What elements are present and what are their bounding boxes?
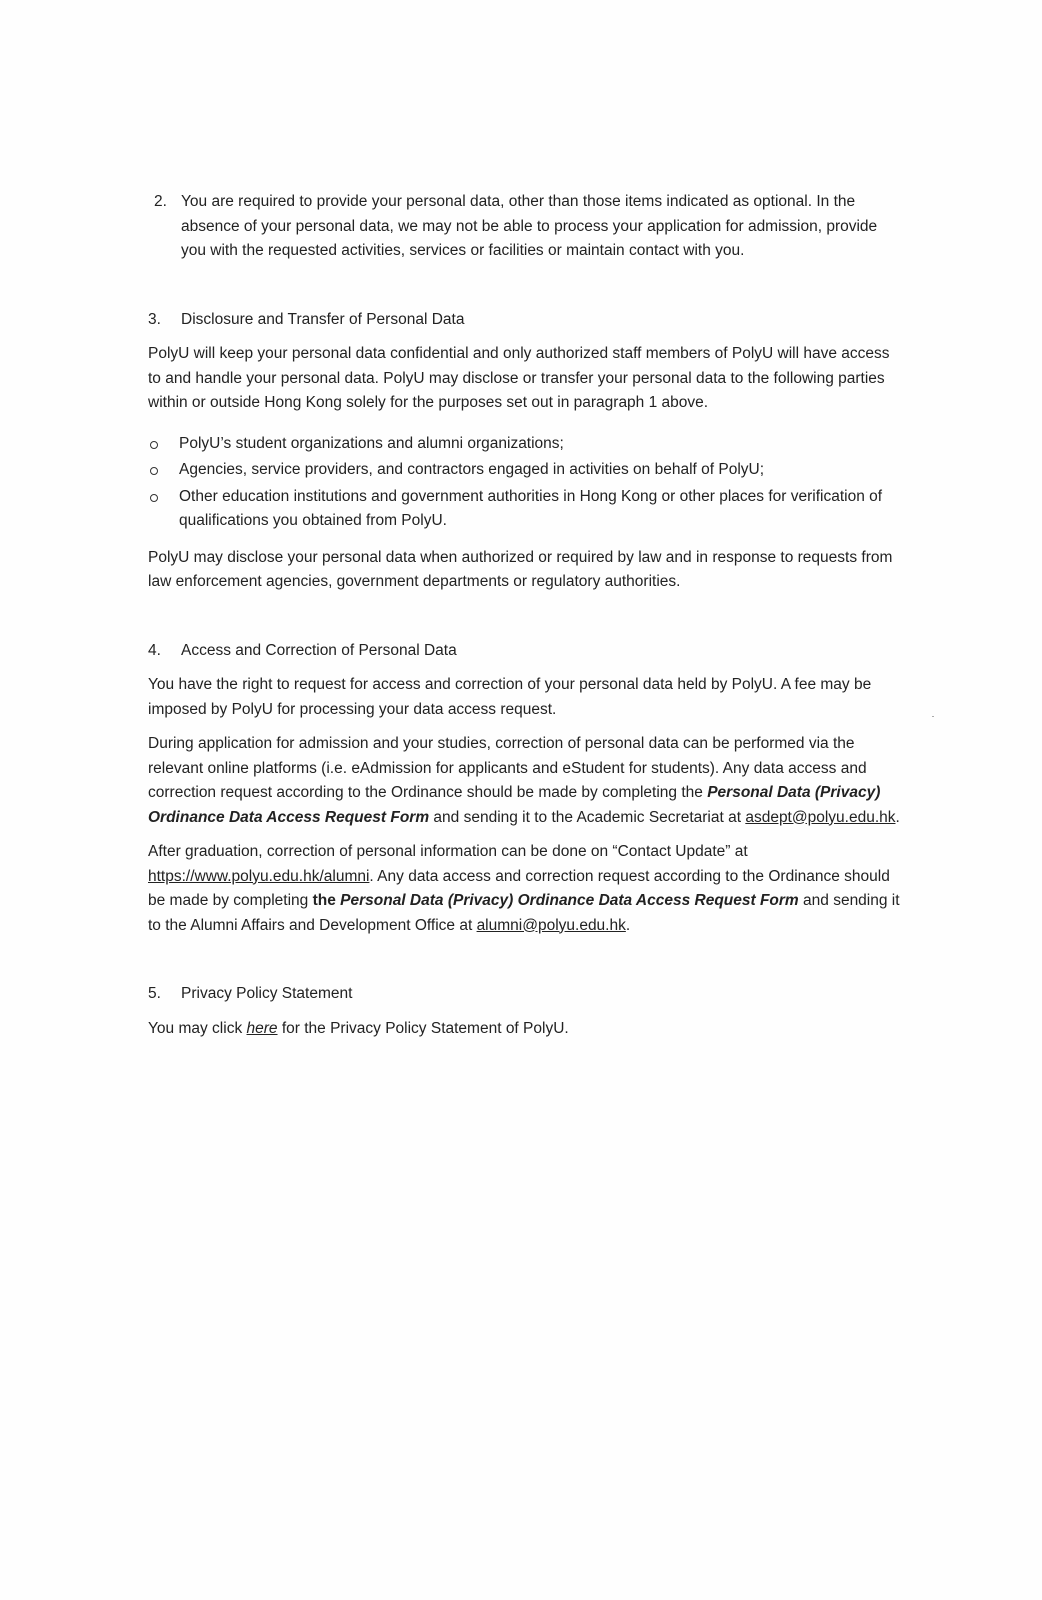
alumni-email-link[interactable]: alumni@polyu.edu.hk [476, 916, 626, 934]
section-4-title: Access and Correction of Personal Data [181, 641, 457, 659]
para-2-mid: and sending it to the Academic Secretariat at [429, 808, 746, 826]
section-3-number: 3. [148, 310, 161, 328]
asdept-email-link[interactable]: asdept@polyu.edu.hk [745, 808, 896, 826]
para-3-end: . [625, 916, 631, 934]
bullet-icon [150, 441, 158, 449]
list-item-text: Other education institutions and government authorities in Hong Kong or other places for verification of qualifications you obtained from PolyU. [179, 487, 883, 529]
para-3-mid-2: and sending it to the Alumni Affairs and Development Office at [148, 892, 900, 934]
scan-speck [932, 716, 934, 717]
section-4-para-2 [148, 732, 906, 830]
list-item [148, 432, 906, 457]
section-4-number: 4. [148, 641, 161, 659]
section-2-number: 2. [154, 193, 167, 210]
document-body [148, 190, 906, 1041]
list-item-text: PolyU’s student organizations and alumni organizations; [179, 434, 564, 452]
recipient-list [148, 432, 906, 534]
section-3-heading [148, 308, 906, 333]
access-request-form-name: Personal Data (Privacy) Ordinance Data Access Request Form [148, 784, 881, 826]
section-2-text: You are required to provide your personal data, other than those items indicated as optional. In the absence of your personal data, we may not be able to process your application for admission, provide you with the requested activities, services or facilities or maintain contact with you. [181, 193, 878, 259]
section-4-heading [148, 639, 906, 664]
list-item [148, 485, 906, 534]
section-2 [148, 190, 906, 264]
bullet-icon [150, 467, 158, 475]
section-4-para-1: You have the right to request for access and correction of your personal data held by PolyU. A fee may be imposed by PolyU for processing your data access request. [148, 676, 872, 718]
section-3-closing: PolyU may disclose your personal data when authorized or required by law and in response to requests from law enforcement agencies, government departments or regulatory authorities. [148, 548, 893, 590]
alumni-access-request-form-name: Personal Data (Privacy) Ordinance Data Access Request Form [340, 892, 799, 909]
section-5-heading [148, 982, 906, 1007]
section-5-text [148, 1017, 906, 1042]
section-5-post: for the Privacy Policy Statement of PolyU. [277, 1019, 569, 1037]
section-4-para-3 [148, 840, 906, 938]
section-5-pre: You may click [148, 1019, 247, 1037]
section-5-title: Privacy Policy Statement [181, 985, 353, 1002]
list-item [148, 458, 906, 483]
section-3-title: Disclosure and Transfer of Personal Data [181, 310, 465, 328]
para-3-the: the [312, 892, 341, 909]
para-3-mid: . Any data access and correction request according to the Ordinance should be made by completing [148, 867, 890, 909]
para-3-intro: After graduation, correction of personal information can be done on “Contact Update” at [148, 843, 748, 860]
section-5-number: 5. [148, 985, 161, 1002]
section-3-intro: PolyU will keep your personal data confidential and only authorized staff members of PolyU will have access to and handle your personal data. PolyU may disclose or transfer your personal data to the following parties within or outside Hong Kong solely for the purposes set out in paragraph 1 above. [148, 345, 890, 411]
bullet-icon [150, 494, 158, 502]
para-2-intro: During application for admission and your studies, correction of personal data can be performed via the relevant online platforms (i.e. eAdmission for applicants and eStudent for students). Any data access and correction request according to the Ordinance should be made by completing the [148, 735, 867, 801]
privacy-policy-link[interactable]: here [246, 1019, 278, 1037]
list-item-text: Agencies, service providers, and contractors engaged in activities on behalf of PolyU; [179, 461, 765, 478]
para-2-end: . [895, 808, 900, 826]
alumni-url-link[interactable]: https://www.polyu.edu.hk/alumni [148, 867, 370, 885]
